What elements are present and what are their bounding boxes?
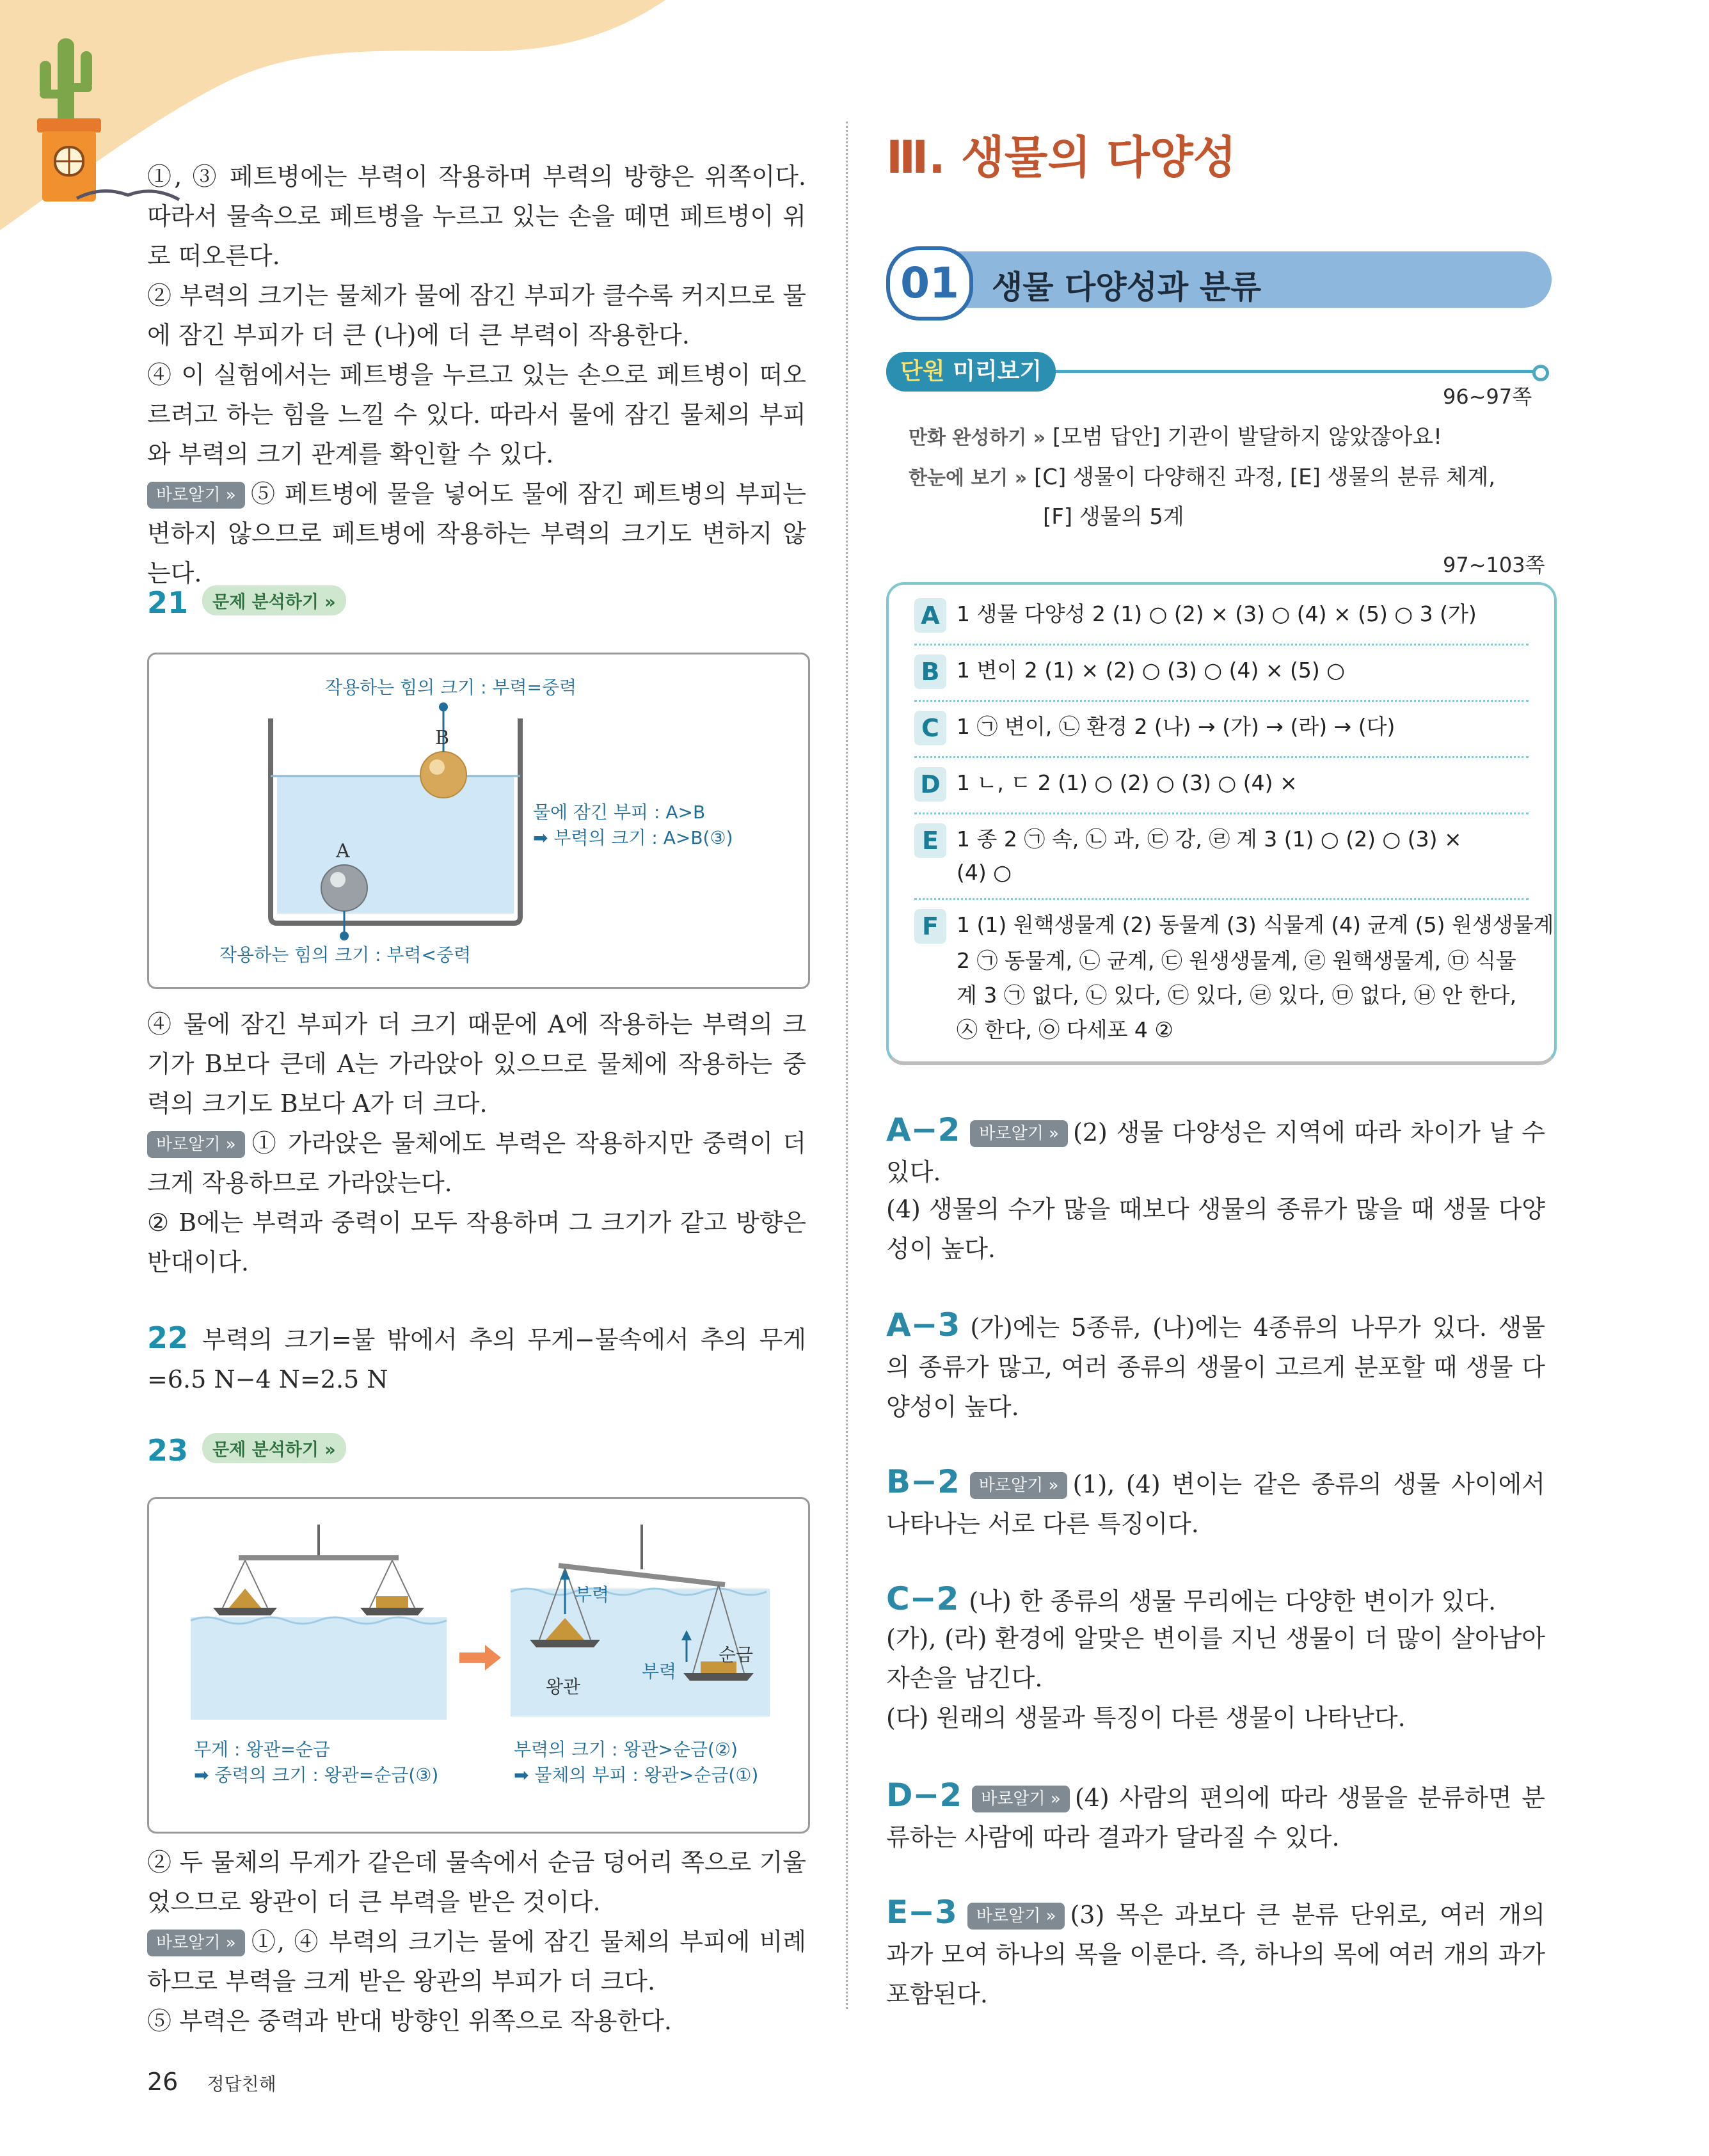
figure-label: ➡ 부력의 크기 : A>B(③) <box>533 827 733 848</box>
page-number: 26 <box>147 2068 179 2096</box>
paragraph-text: (나) 한 종류의 생물 무리에는 다양한 변이가 있다. <box>969 1587 1497 1615</box>
preview-text: [F] 생물의 5계 <box>1043 504 1184 530</box>
preview-row <box>909 419 1442 450</box>
answer-text: 2 ㉠ 동물계, ㉡ 균계, ㉢ 원생생물계, ㉣ 원핵생물계, ㉤ 식물 <box>957 948 1516 973</box>
gold-label: 순금 <box>719 1644 754 1665</box>
figure-label: 작용하는 힘의 크기 : 부력<중력 <box>219 944 472 965</box>
paragraph: ② B에는 부력과 중력이 모두 작용하며 그 크기가 같고 방향은 반대이다. <box>147 1209 806 1276</box>
divider <box>914 812 1529 814</box>
paragraph-text: (1), (4) 변이는 같은 종류의 생물 사이에서 나타나는 서로 다른 특징이다. <box>886 1470 1545 1538</box>
page-footer <box>147 2068 276 2096</box>
preview-text: [모범 답안] 기관이 발달하지 않았잖아요! <box>1052 424 1442 450</box>
answer-text: (4) ○ <box>957 860 1012 885</box>
answer-row-f <box>914 908 1554 944</box>
answer-text: 계 3 ㉠ 없다, ㉡ 있다, ㉢ 있다, ㉣ 있다, ㉤ 없다, ㉥ 안 한다, <box>957 983 1517 1008</box>
paragraph <box>147 1123 806 1203</box>
section-number: 01 <box>886 246 973 321</box>
buoyancy-label: 부력 <box>575 1584 610 1605</box>
preview-badge-a: 단원 <box>900 358 945 384</box>
preview-badge-b: 미리보기 <box>953 358 1042 384</box>
preview-label: 한눈에 보기 » <box>909 467 1028 489</box>
question-number: 21 <box>147 585 189 620</box>
correction-tag: 바로알기 » <box>970 1120 1068 1147</box>
answer-key-label: D−2 <box>886 1777 962 1814</box>
explanation-a3 <box>886 1305 1545 1427</box>
object-label-a: A <box>336 840 350 862</box>
answer-row-e <box>914 823 1462 858</box>
question-number: 22 <box>147 1320 189 1355</box>
answer-text: 1 (1) 원핵생물계 (2) 동물계 (3) 식물계 (4) 균계 (5) 원생생물계 <box>957 912 1554 937</box>
correction-tag: 바로알기 » <box>970 1472 1068 1499</box>
chapter-title: Ⅲ. 생물의 다양성 <box>886 131 1237 184</box>
answer-text: 1 생물 다양성 2 (1) ○ (2) × (3) ○ (4) × (5) ○ 3 (가) <box>957 601 1477 626</box>
explanation-c2 <box>886 1579 1545 1621</box>
answer-row-d <box>914 766 1298 802</box>
paragraph-text: ① 가라앉은 물체에도 부력은 작용하지만 중력이 더 크게 작용하므로 가라앉는다. <box>147 1129 806 1197</box>
footer-label: 정답친해 <box>207 2073 276 2095</box>
answer-key-label: C−2 <box>886 1580 959 1617</box>
paragraph-text: (4) 사람의 편의에 따라 생물을 분류하면 분류하는 사람에 따라 결과가 달라질 수 있다. <box>886 1784 1545 1851</box>
explanation-b2 <box>886 1462 1545 1544</box>
beaker-diagram <box>149 654 808 987</box>
crown-label: 왕관 <box>546 1676 581 1697</box>
preview-line <box>1040 370 1539 373</box>
answer-key-label: A−3 <box>886 1306 960 1344</box>
explanation-d2 <box>886 1775 1545 1857</box>
paragraph: ⑤ 부력은 중력과 반대 방향인 위쪽으로 작용한다. <box>147 2007 672 2035</box>
explanation-a2 <box>886 1110 1545 1192</box>
paragraph-text: (3) 목은 과보다 큰 분류 단위로, 여러 개의 과가 모여 하나의 목을 이룬다. 즉, 하나의 목에 여러 개의 과가 포함된다. <box>886 1901 1545 2008</box>
paragraph: (가), (라) 환경에 알맞은 변이를 지닌 생물이 더 많이 살아남아 자손을 남긴다. <box>886 1624 1545 1692</box>
question-23-header <box>147 1433 346 1468</box>
answer-row-c <box>914 710 1395 745</box>
buoyancy-figure-21 <box>147 653 810 989</box>
section-header <box>886 246 1552 317</box>
paragraph: (4) 생물의 수가 많을 때보다 생물의 종류가 많을 때 생물 다양성이 높다. <box>886 1195 1545 1263</box>
answer-letter: D <box>914 767 946 802</box>
paragraph-text: (2) 생물 다양성은 지역에 따라 차이가 날 수 있다. <box>886 1118 1545 1186</box>
crown-balance-figure-23 <box>147 1497 810 1834</box>
answer-letter: E <box>914 823 946 858</box>
answer-key-label: B−2 <box>886 1463 960 1500</box>
answer-row-b <box>914 654 1345 689</box>
preview-line-end-icon <box>1532 365 1549 381</box>
buoyancy-label: 부력 <box>642 1661 677 1682</box>
correction-tag: 바로알기 » <box>147 1131 245 1158</box>
paragraph-text: ⑤ 페트병에 물을 넣어도 물에 잠긴 페트병의 부피는 변하지 않으므로 페트병에 작용하는 부력의 크기도 변하지 않는다. <box>147 480 806 587</box>
paragraph: ② 부력의 크기는 물체가 물에 잠긴 부피가 클수록 커지므로 물에 잠긴 부피가 더 큰 (나)에 더 큰 부력이 작용한다. <box>147 281 806 349</box>
answer-key-box <box>886 582 1557 1065</box>
correction-tag: 바로알기 » <box>967 1903 1065 1930</box>
explanation-e3 <box>886 1892 1545 2014</box>
answer-text: 1 ㄴ, ㄷ 2 (1) ○ (2) ○ (3) ○ (4) × <box>957 770 1298 795</box>
answer-key-label: A−2 <box>886 1111 960 1148</box>
figure-label: 무게 : 왕관=순금 <box>194 1739 330 1760</box>
paragraph: ①, ③ 페트병에는 부력이 작용하며 부력의 방향은 위쪽이다. 따라서 물속으로 페트병을 누르고 있는 손을 떼면 페트병이 위로 떠오른다. <box>147 162 806 270</box>
paragraph <box>147 474 806 593</box>
paragraph: ④ 물에 잠긴 부피가 더 크기 때문에 A에 작용하는 부력의 크기가 B보다 큰데 A는 가라앉아 있으므로 물체에 작용하는 중력의 크기도 B보다 A가 더 크다. <box>147 1010 806 1118</box>
correction-tag: 바로알기 » <box>147 1930 245 1956</box>
answer-text: 1 변이 2 (1) × (2) ○ (3) ○ (4) × (5) ○ <box>957 658 1346 683</box>
answer-row-a <box>914 598 1477 633</box>
paragraph <box>147 1922 806 2001</box>
figure-label: ➡ 중력의 크기 : 왕관=순금(③) <box>194 1764 439 1786</box>
question-22 <box>147 1318 806 1399</box>
figure-label: 작용하는 힘의 크기 : 부력=중력 <box>325 677 577 698</box>
divider <box>914 898 1529 900</box>
page-range: 96~97쪽 <box>1443 384 1532 409</box>
figure-label: ➡ 물체의 부피 : 왕관>순금(①) <box>514 1764 759 1786</box>
preview-row <box>909 459 1495 491</box>
figure-label: 물에 잠긴 부피 : A>B <box>533 802 706 823</box>
paragraph: ④ 이 실험에서는 페트병을 누르고 있는 손으로 페트병이 떠오르려고 하는 힘을 느낄 수 있다. 따라서 물에 잠긴 물체의 부피와 부력의 크기 관계를 확인할 수 있다. <box>147 361 806 468</box>
column-divider <box>846 122 848 2009</box>
question-number: 23 <box>147 1433 189 1468</box>
answer-text: 1 ㉠ 변이, ㉡ 환경 2 (나) → (가) → (라) → (다) <box>957 714 1395 739</box>
divider <box>914 700 1529 702</box>
paragraph-text: (가)에는 5종류, (나)에는 4종류의 나무가 있다. 생물의 종류가 많고, 여러 종류의 생물이 고르게 분포할 때 생물 다양성이 높다. <box>886 1313 1545 1421</box>
paragraph: ② 두 물체의 무게가 같은데 물속에서 순금 덩어리 쪽으로 기울었으므로 왕관이 더 큰 부력을 받은 것이다. <box>147 1848 806 1916</box>
answer-text: ㉦ 한다, ㉧ 다세포 4 ② <box>957 1017 1173 1042</box>
correction-tag: 바로알기 » <box>147 482 245 509</box>
paragraph: (다) 원래의 생물과 특징이 다른 생물이 나타난다. <box>886 1704 1406 1732</box>
object-label-b: B <box>435 727 450 749</box>
preview-badge <box>886 352 1056 392</box>
answer-key-label: E−3 <box>886 1894 957 1931</box>
correction-tag: 바로알기 » <box>972 1786 1070 1812</box>
paragraph-text: ①, ④ 부력의 크기는 물에 잠긴 물체의 부피에 비례하므로 부력을 크게 받은 왕관의 부피가 더 크다. <box>147 1928 806 1995</box>
answer-letter: B <box>914 654 946 689</box>
analysis-badge: 문제 분석하기 » <box>202 1433 346 1463</box>
answer-letter: A <box>914 598 946 633</box>
section-title: 생물 다양성과 분류 <box>992 269 1262 306</box>
analysis-badge: 문제 분석하기 » <box>202 585 346 615</box>
answer-letter: C <box>914 711 946 745</box>
figure-label: 부력의 크기 : 왕관>순금(②) <box>514 1739 738 1760</box>
answer-letter: F <box>914 909 946 944</box>
answer-text: 1 종 2 ㉠ 속, ㉡ 과, ㉢ 강, ㉣ 계 3 (1) ○ (2) ○ (3) × <box>957 827 1462 852</box>
preview-label: 만화 완성하기 » <box>909 427 1046 449</box>
preview-text: [C] 생물이 다양해진 과정, [E] 생물의 분류 체계, <box>1033 464 1496 490</box>
question-21-header <box>147 585 346 620</box>
divider <box>914 756 1529 758</box>
page-range: 97~103쪽 <box>1443 553 1545 577</box>
divider <box>914 644 1529 646</box>
paragraph-text: 부력의 크기=물 밖에서 추의 무게−물속에서 추의 무게 =6.5 N−4 N=2.5 N <box>147 1326 806 1393</box>
